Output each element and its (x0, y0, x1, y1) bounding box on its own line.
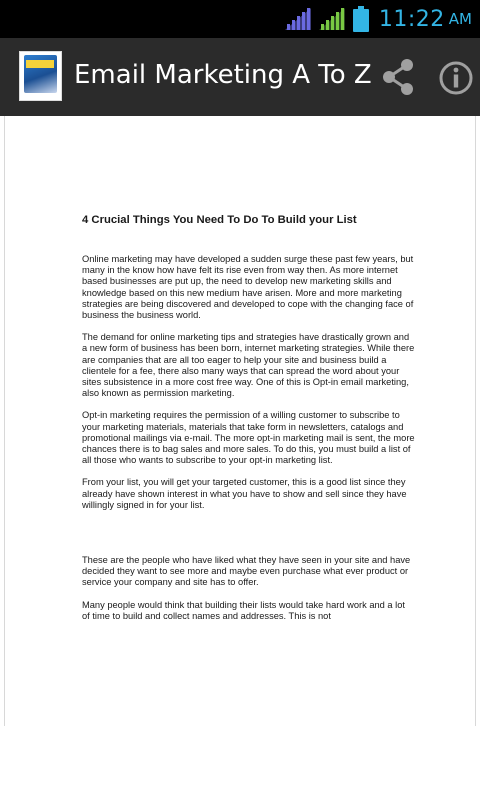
document-paragraph: These are the people who have liked what they have seen in your site and have decided they want to see more and maybe even purchase what ever product or service your company and site has to offer. (82, 555, 411, 588)
document-paragraph: From your list, you will get your targeted customer, this is a good list since they already have shown interest in what you have to show and sell since they have willingly signed in for your list. (82, 477, 407, 510)
document-heading: 4 Crucial Things You Need To Do To Build your List (82, 214, 357, 226)
ebook-cover-band (26, 60, 54, 68)
document-text (82, 213, 415, 633)
info-button[interactable] (438, 60, 474, 96)
document-paragraph: Opt-in marketing requires the permission of a willing customer to subscribe to your marketing materials, materials that take form in newsletters, catalogs and promotional mailings via e-mail. The more opt-in marketing mail is sent, the more chances there is to bag sales and more sales. To do this, you must build a list of all those who wants to subscribe to your opt-in marketing list. (82, 410, 415, 466)
clock: 11:22 (378, 6, 445, 32)
cell-signal-icon (319, 8, 345, 30)
info-icon (438, 60, 474, 96)
content-area (0, 116, 480, 800)
document-paragraph: The demand for online marketing tips and strategies have drastically grown and a new form of business has been born, internet marketing strategies. While there are companies that are all too eager to help your site and business build a clientele for a fee, there also many ways that can spread the word about your sites subsistence in a more cost free way. One of this is Opt-in email marketing, also known as permission marketing. (82, 332, 415, 399)
battery-icon (353, 6, 369, 32)
wifi-signal-icon (285, 8, 311, 30)
action-bar (0, 38, 480, 116)
ebook-cover-icon[interactable] (19, 51, 62, 101)
share-icon (380, 58, 416, 96)
clock-ampm: AM (448, 10, 472, 28)
document-page[interactable] (4, 116, 476, 726)
status-icons (285, 4, 472, 34)
share-button[interactable] (380, 58, 416, 96)
app-title: Email Marketing A To Z (74, 60, 372, 90)
document-paragraph: Many people would think that building their lists would take hard work and a lot of time to build and collect names and addresses. This is not (82, 599, 405, 621)
status-bar (0, 0, 480, 38)
document-paragraph: Online marketing may have developed a sudden surge these past few years, but many in the know how have felt its rise even from way then. As more internet based businesses are put up, the need to develop new marketing skills and knowledge based on this new medium have arisen. More and more marketing strategies are being discovered and developed to cope with the changing face of business the business world. (82, 254, 414, 321)
